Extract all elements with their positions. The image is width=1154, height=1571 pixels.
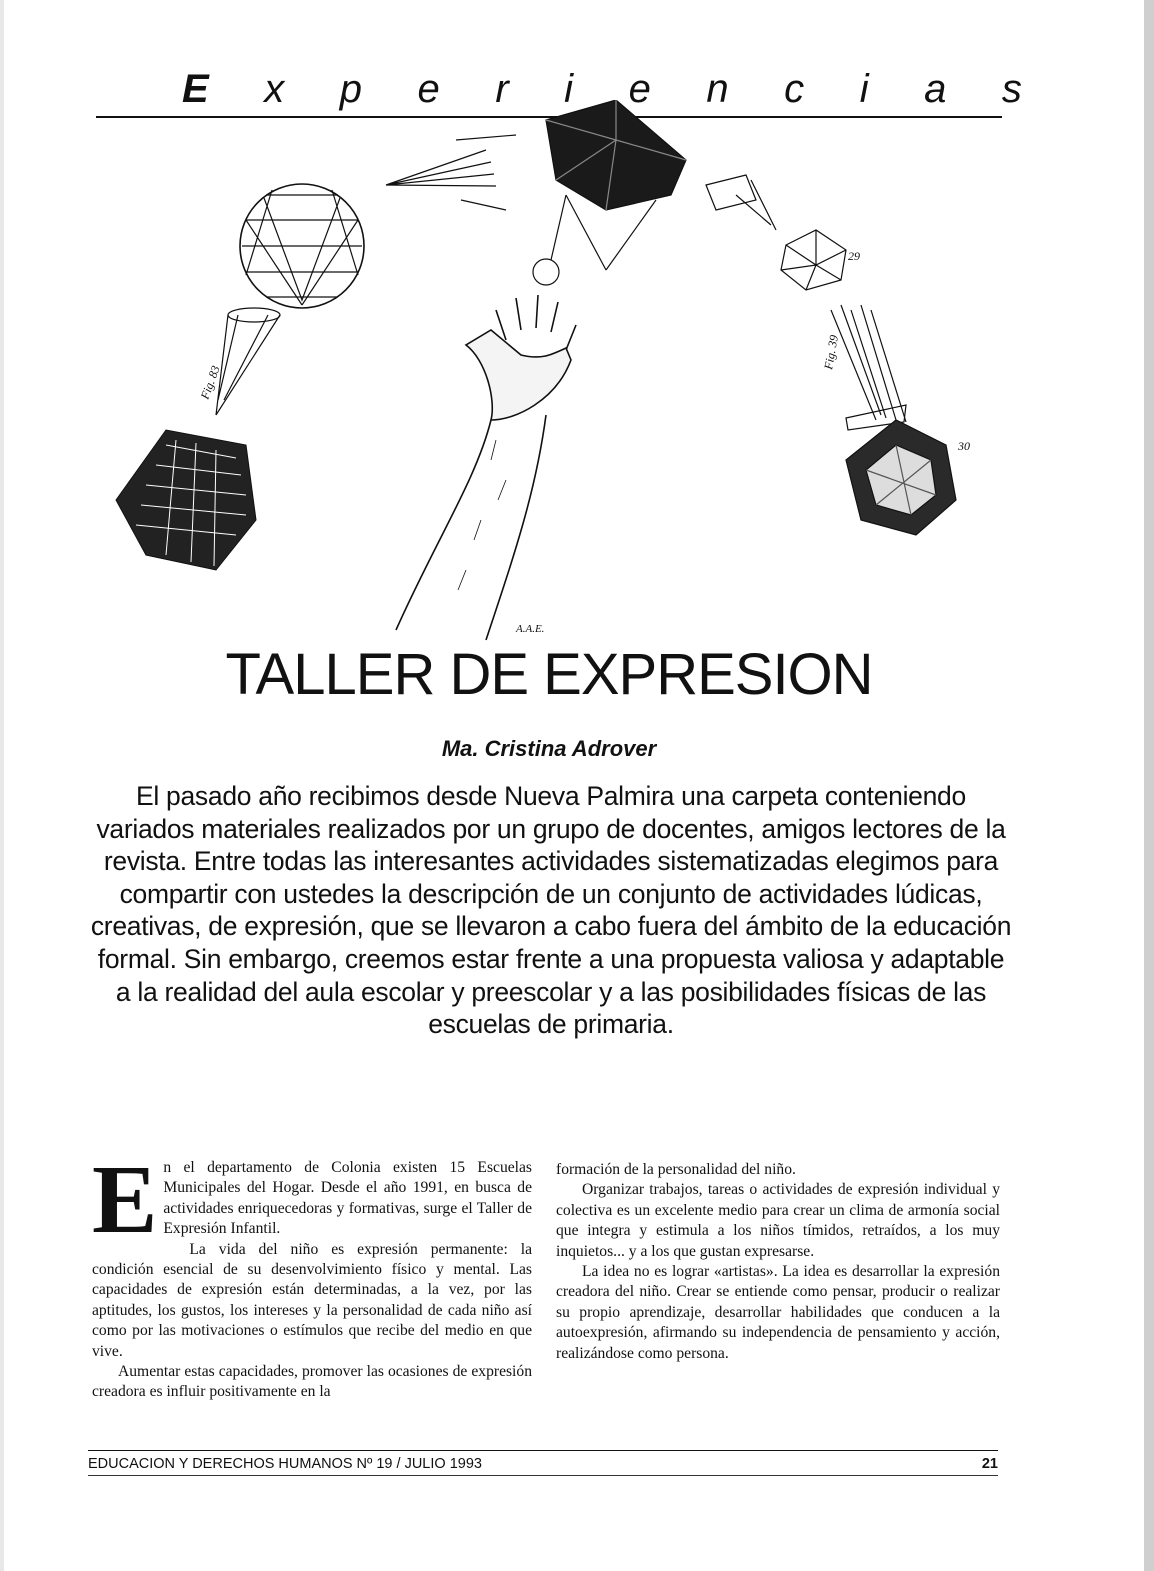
body-paragraph: Organizar trabajos, tareas o actividades de expresión individual y colectiva es un excelente medio para crear un clima de armonía social que integra y estimula a los niños tímidos, retraídos, a los muy inquietos... y a los que gustan expresarse. bbox=[556, 1181, 1000, 1260]
section-letter: r bbox=[495, 67, 509, 111]
body-column-right bbox=[556, 1160, 1000, 1364]
article-intro: El pasado año recibimos desde Nueva Palmira una carpeta conteniendo variados materiales realizados por un grupo de docentes, amigos lectores de la revista. Entre todas las interesantes actividades sistematizadas elegimos para compartir con ustedes la descripción de un conjunto de actividades lúdicas, creativas, de expresión, que se llevaron a cabo fuera del ámbito de la educación formal. Sin embargo, creemos estar frente a una propuesta valiosa y adaptable a la realidad del aula escolar y preescolar y a las posibilidades físicas de las escuelas de primaria. bbox=[90, 781, 1012, 1040]
section-letter: i bbox=[859, 67, 869, 111]
section-letter: i bbox=[564, 67, 574, 111]
article-author: Ma. Cristina Adrover bbox=[441, 736, 657, 761]
prism-icon bbox=[706, 175, 776, 230]
section-letter: e bbox=[628, 67, 651, 111]
octahedron-icon bbox=[546, 100, 686, 270]
hand-arm-icon bbox=[396, 295, 576, 640]
section-letter: s bbox=[1001, 67, 1022, 111]
section-letter: n bbox=[706, 67, 729, 111]
figure-label: 29 bbox=[848, 249, 860, 263]
lens-rays-icon bbox=[831, 305, 906, 430]
hero-illustration bbox=[96, 100, 996, 645]
paragraph-text: n el departamento de Colonia existen 15 Escuelas Municipales del Hogar. Desde el año 1991, en busca de actividades enriquecedoras y formativas, surge el Taller de Expresión Infantil. bbox=[163, 1159, 532, 1238]
geodesic-sphere-icon bbox=[240, 184, 364, 308]
figure-label: 30 bbox=[958, 439, 970, 453]
section-letter: E bbox=[182, 67, 209, 111]
body-paragraph: Aumentar estas capacidades, promover las ocasiones de expresión creadora es influir positivamente en la bbox=[92, 1363, 532, 1401]
lens-cone-icon bbox=[216, 308, 280, 415]
section-letter: p bbox=[339, 67, 362, 111]
figure-label: Fig. 39 bbox=[821, 333, 841, 371]
artist-signature: A.A.E. bbox=[516, 623, 545, 635]
footer-publication: EDUCACION Y DERECHOS HUMANOS Nº 19 / JULIO 1993 bbox=[88, 1456, 482, 1472]
body-column-left bbox=[92, 1146, 532, 1403]
article-title: TALLER DE EXPRESION bbox=[225, 642, 873, 707]
rhombicuboctahedron-icon bbox=[846, 420, 956, 535]
footer-bottom-rule bbox=[88, 1475, 998, 1476]
block-cluster-icon bbox=[116, 430, 256, 570]
body-paragraph: La vida del niño es expresión permanente: la condición esencial de su desenvolvimiento físico y mental. Las capacidades de expresión están determinadas, a la vez, por las aptitudes, los gustos, los intereses y la personalidad de cada niño así como por las motivaciones o estímulos que recibe del medio en que vive. bbox=[92, 1240, 532, 1360]
small-sphere-icon bbox=[533, 259, 559, 285]
footer-rule bbox=[88, 1450, 998, 1451]
section-letter: e bbox=[417, 67, 440, 111]
page-number: 21 bbox=[981, 1456, 998, 1472]
dropcap: E bbox=[92, 1146, 158, 1254]
section-letter: x bbox=[264, 67, 285, 111]
section-letter: a bbox=[924, 67, 947, 111]
body-paragraph: La idea no es lograr «artistas». La idea es desarrollar la expresión creadora del niño. Crear se entiende como pensar, producir o realizar su propio aprendizaje, desarrollar habilidades que conducen a la autoexpresión, afirmando su independencia de pensamiento y acción, realizándose como persona. bbox=[556, 1263, 1000, 1362]
polyhedron-small-icon bbox=[781, 230, 846, 290]
light-rays-icon bbox=[386, 135, 516, 210]
body-paragraph bbox=[92, 1146, 532, 1254]
body-paragraph: formación de la personalidad del niño. bbox=[556, 1161, 796, 1178]
figure-label: Fig. 83 bbox=[197, 363, 223, 402]
section-letter: c bbox=[784, 67, 805, 111]
